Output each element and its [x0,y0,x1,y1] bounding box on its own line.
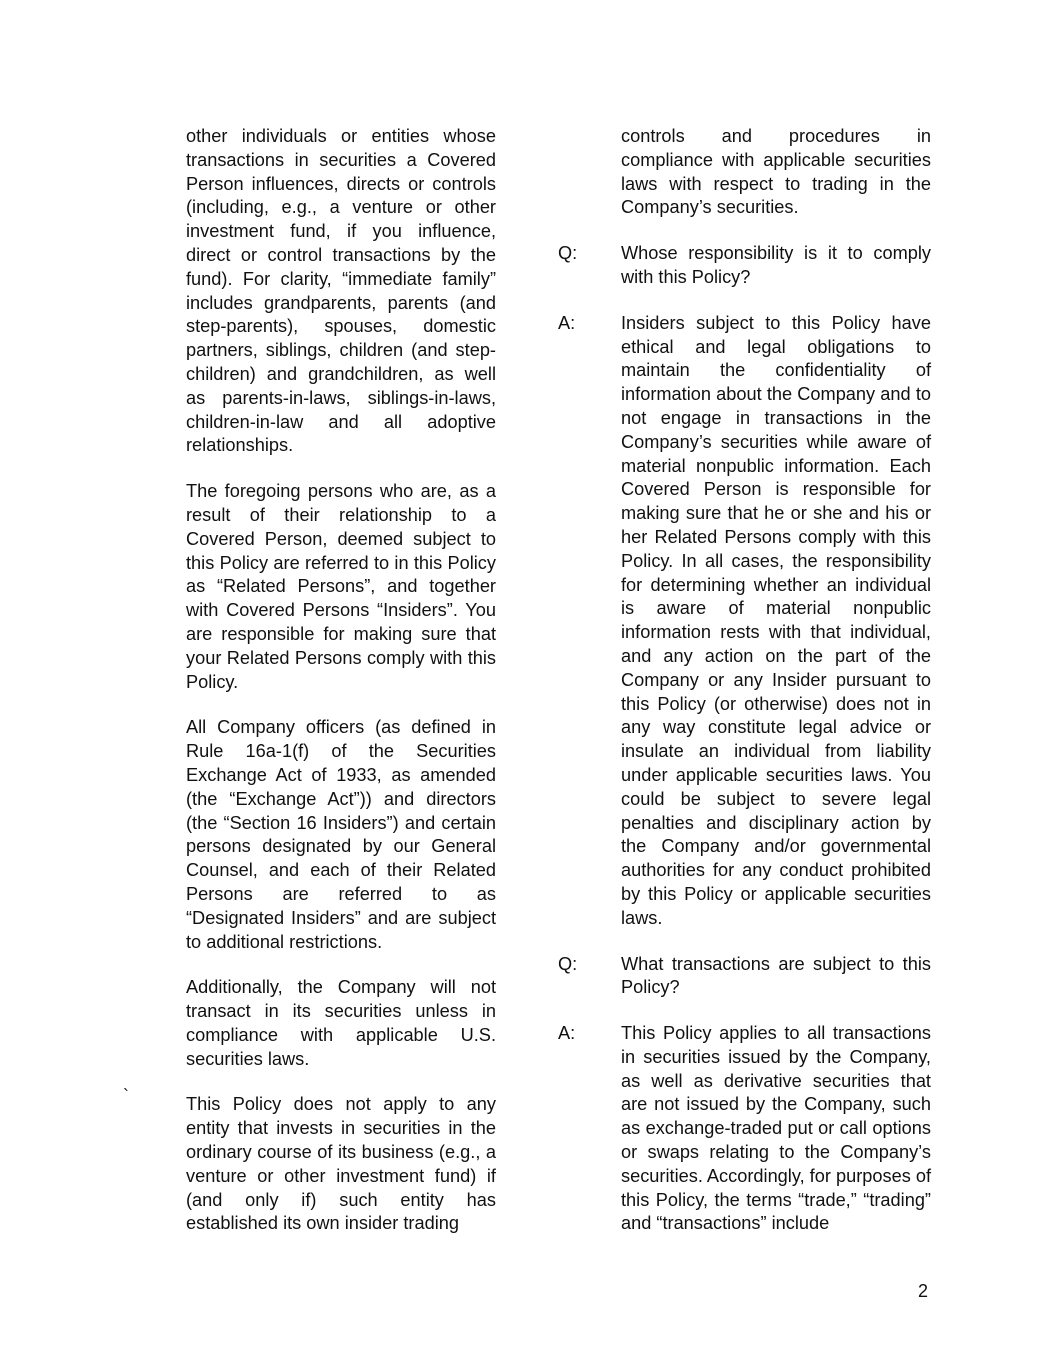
continued-answer-text: controls and procedures in compliance with applicable securities laws with respect to trading in the Company’s securities. [621,126,931,218]
page-number: 2 [918,1281,929,1301]
paragraph-policy-exemption: This Policy does not apply to any entity that invests in securities in the ordinary course of its business (e.g., a venture or other investment fund) if (and only if) such entity has established its own insider trading [186,1094,496,1234]
qa-label: Q: [558,953,578,974]
paragraph-designated-insiders: All Company officers (as defined in Rule 16a-1(f) of the Securities Exchange Act of 1933, as amended (the “Exchange Act”)) and directors (the “Section 16 Insiders”) and certain persons designated by our General Counsel, and each of their Related Persons are referred to as “Designated Insiders” and are subject to additional restrictions. [186,717,496,952]
qa-item-question [558,953,931,1001]
qa-item-answer [558,1022,931,1236]
qa-text: Insiders subject to this Policy have ethical and legal obligations to maintain the confidentiality of information about the Company and to not engage in transactions in the Company’s securities while aware of material nonpublic information. Each Covered Person is responsible for making sure that he or she and his or her Related Persons comply with this Policy. In all cases, the responsibility for determining whether an individual is aware of material nonpublic information rests with that individual, and any action on the part of the Company or any Insider pursuant to this Policy (or otherwise) does not in any way constitute legal advice or insulate an individual from liability under applicable securities laws. You could be subject to severe legal penalties and disciplinary action by the Company and/or governmental authorities for any conduct prohibited by this Policy or applicable securities laws. [621,312,931,928]
right-column [558,125,931,1258]
paragraph-company-transactions: Additionally, the Company will not transact in its securities unless in compliance with applicable U.S. securities laws. [186,977,496,1069]
qa-label: A: [558,1023,576,1044]
qa-item-answer [558,312,931,931]
paragraph-related-persons: The foregoing persons who are, as a result of their relationship to a Covered Person, deemed subject to this Policy are referred to in this Policy as “Related Persons”, and together with Covered Persons “Insiders”. You are responsible for making sure that your Related Persons comply with this Policy. [186,481,496,692]
qa-text: What transactions are subject to this Policy? [621,953,931,998]
qa-label: Q: [558,243,578,264]
margin-mark: ` [123,1086,129,1106]
qa-text: This Policy applies to all transactions in securities issued by the Company, as well as derivative securities that are not issued by the Company, such as exchange-traded put or call options or swaps relating to the Company’s securities. Accordingly, for purposes of this Policy, the terms “trade,” “trading” and “transactions” include [621,1023,932,1234]
qa-item-question [558,242,931,290]
left-column [186,125,496,1258]
qa-text: Whose responsibility is it to comply with this Policy? [621,243,931,287]
paragraph-immediate-family: other individuals or entities whose transactions in securities a Covered Person influences, directs or controls (including, e.g., a venture or other investment fund, if you influence, direct or control transactions by the fund). For clarity, “immediate family” includes grandparents, parents (and step-parents), spouses, domestic partners, siblings, children (and step-children) and grandchildren, as well as parents-in-laws, siblings-in-laws, children-in-law and all adoptive relationships. [186,126,496,456]
qa-label: A: [558,312,576,333]
